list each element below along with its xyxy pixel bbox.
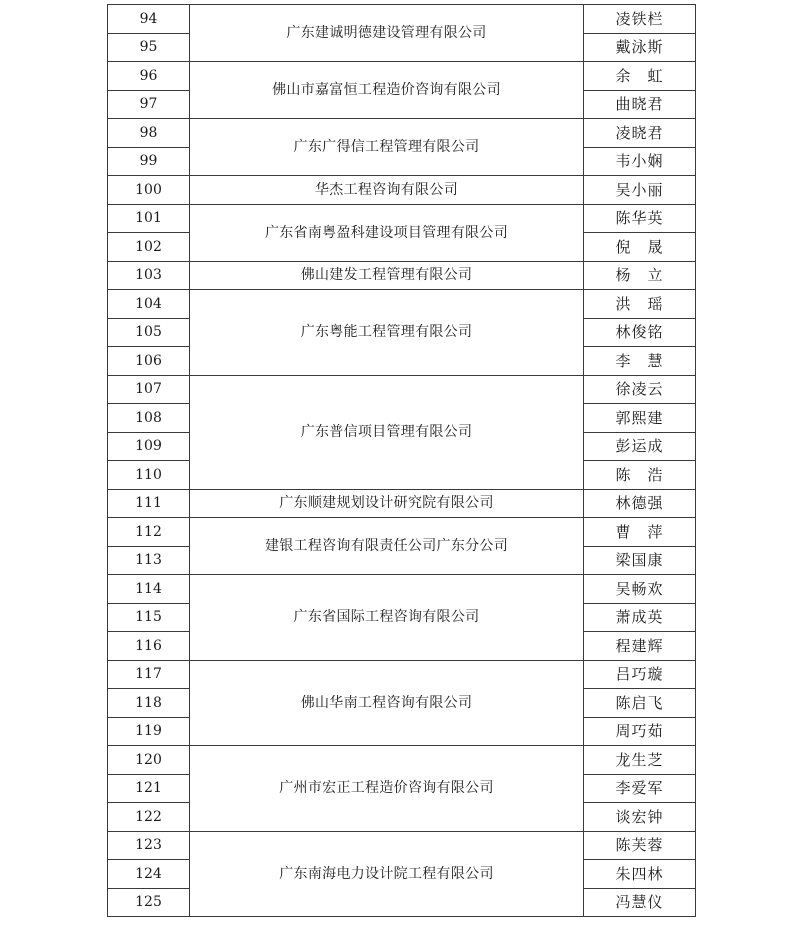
table-row — [108, 575, 696, 604]
person-name-cell: 戴泳斯 — [584, 33, 696, 62]
company-name-cell: 佛山华南工程咨询有限公司 — [190, 660, 584, 746]
serial-number-cell: 106 — [108, 347, 190, 376]
company-name-cell: 佛山市嘉富恒工程造价咨询有限公司 — [190, 62, 584, 119]
person-name-cell: 陈 浩 — [584, 461, 696, 490]
serial-number-cell: 116 — [108, 632, 190, 661]
company-name-cell: 广东南海电力设计院工程有限公司 — [190, 831, 584, 917]
serial-number-cell: 102 — [108, 233, 190, 262]
person-name-cell: 凌铁栏 — [584, 5, 696, 34]
serial-number-cell: 118 — [108, 689, 190, 718]
serial-number-cell: 101 — [108, 204, 190, 233]
serial-number-cell: 100 — [108, 176, 190, 205]
serial-number-cell: 99 — [108, 147, 190, 176]
person-name-cell: 余 虹 — [584, 62, 696, 91]
person-name-cell: 洪 瑶 — [584, 290, 696, 319]
person-name-cell: 周巧茹 — [584, 717, 696, 746]
table-row — [108, 375, 696, 404]
person-name-cell: 曲晓君 — [584, 90, 696, 119]
table-row — [108, 62, 696, 91]
serial-number-cell: 111 — [108, 489, 190, 518]
company-name-cell: 广东普信项目管理有限公司 — [190, 375, 584, 489]
person-name-cell: 吴畅欢 — [584, 575, 696, 604]
serial-number-cell: 98 — [108, 119, 190, 148]
serial-number-cell: 121 — [108, 774, 190, 803]
serial-number-cell: 122 — [108, 803, 190, 832]
person-name-cell: 吴小丽 — [584, 176, 696, 205]
serial-number-cell: 113 — [108, 546, 190, 575]
table-row — [108, 518, 696, 547]
person-name-cell: 林俊铭 — [584, 318, 696, 347]
table-row — [108, 746, 696, 775]
person-name-cell: 彭运成 — [584, 432, 696, 461]
table-row — [108, 660, 696, 689]
person-name-cell: 韦小娴 — [584, 147, 696, 176]
serial-number-cell: 123 — [108, 831, 190, 860]
person-name-cell: 冯慧仪 — [584, 888, 696, 917]
person-name-cell: 陈启飞 — [584, 689, 696, 718]
person-name-cell: 程建辉 — [584, 632, 696, 661]
person-name-cell: 郭熙建 — [584, 404, 696, 433]
person-name-cell: 凌晓君 — [584, 119, 696, 148]
company-name-cell: 广州市宏正工程造价咨询有限公司 — [190, 746, 584, 832]
person-name-cell: 陈芙蓉 — [584, 831, 696, 860]
serial-number-cell: 96 — [108, 62, 190, 91]
serial-number-cell: 108 — [108, 404, 190, 433]
company-name-cell: 广东顺建规划设计研究院有限公司 — [190, 489, 584, 518]
table-row — [108, 290, 696, 319]
serial-number-cell: 120 — [108, 746, 190, 775]
person-name-cell: 林德强 — [584, 489, 696, 518]
company-name-cell: 广东广得信工程管理有限公司 — [190, 119, 584, 176]
table-row — [108, 204, 696, 233]
serial-number-cell: 105 — [108, 318, 190, 347]
company-name-cell: 广东粤能工程管理有限公司 — [190, 290, 584, 376]
serial-number-cell: 114 — [108, 575, 190, 604]
serial-number-cell: 110 — [108, 461, 190, 490]
serial-number-cell: 109 — [108, 432, 190, 461]
company-name-cell: 广东省南粤盈科建设项目管理有限公司 — [190, 204, 584, 261]
table-row — [108, 5, 696, 34]
roster-table — [107, 4, 696, 917]
table-row — [108, 831, 696, 860]
serial-number-cell: 117 — [108, 660, 190, 689]
person-name-cell: 李 慧 — [584, 347, 696, 376]
person-name-cell: 倪 晟 — [584, 233, 696, 262]
person-name-cell: 谈宏钟 — [584, 803, 696, 832]
serial-number-cell: 97 — [108, 90, 190, 119]
serial-number-cell: 103 — [108, 261, 190, 290]
person-name-cell: 李爱军 — [584, 774, 696, 803]
table-row — [108, 489, 696, 518]
table-row — [108, 261, 696, 290]
person-name-cell: 曹 萍 — [584, 518, 696, 547]
serial-number-cell: 119 — [108, 717, 190, 746]
person-name-cell: 吕巧璇 — [584, 660, 696, 689]
serial-number-cell: 125 — [108, 888, 190, 917]
person-name-cell: 杨 立 — [584, 261, 696, 290]
company-name-cell: 广东省国际工程咨询有限公司 — [190, 575, 584, 661]
serial-number-cell: 104 — [108, 290, 190, 319]
person-name-cell: 朱四林 — [584, 860, 696, 889]
serial-number-cell: 107 — [108, 375, 190, 404]
serial-number-cell: 112 — [108, 518, 190, 547]
serial-number-cell: 124 — [108, 860, 190, 889]
person-name-cell: 梁国康 — [584, 546, 696, 575]
person-name-cell: 陈华英 — [584, 204, 696, 233]
roster-table-body — [108, 5, 696, 917]
person-name-cell: 徐凌云 — [584, 375, 696, 404]
company-name-cell: 广东建诚明德建设管理有限公司 — [190, 5, 584, 62]
table-row — [108, 176, 696, 205]
person-name-cell: 萧成英 — [584, 603, 696, 632]
serial-number-cell: 95 — [108, 33, 190, 62]
person-name-cell: 龙生芝 — [584, 746, 696, 775]
serial-number-cell: 94 — [108, 5, 190, 34]
company-name-cell: 佛山建发工程管理有限公司 — [190, 261, 584, 290]
serial-number-cell: 115 — [108, 603, 190, 632]
company-name-cell: 建银工程咨询有限责任公司广东分公司 — [190, 518, 584, 575]
company-name-cell: 华杰工程咨询有限公司 — [190, 176, 584, 205]
table-row — [108, 119, 696, 148]
